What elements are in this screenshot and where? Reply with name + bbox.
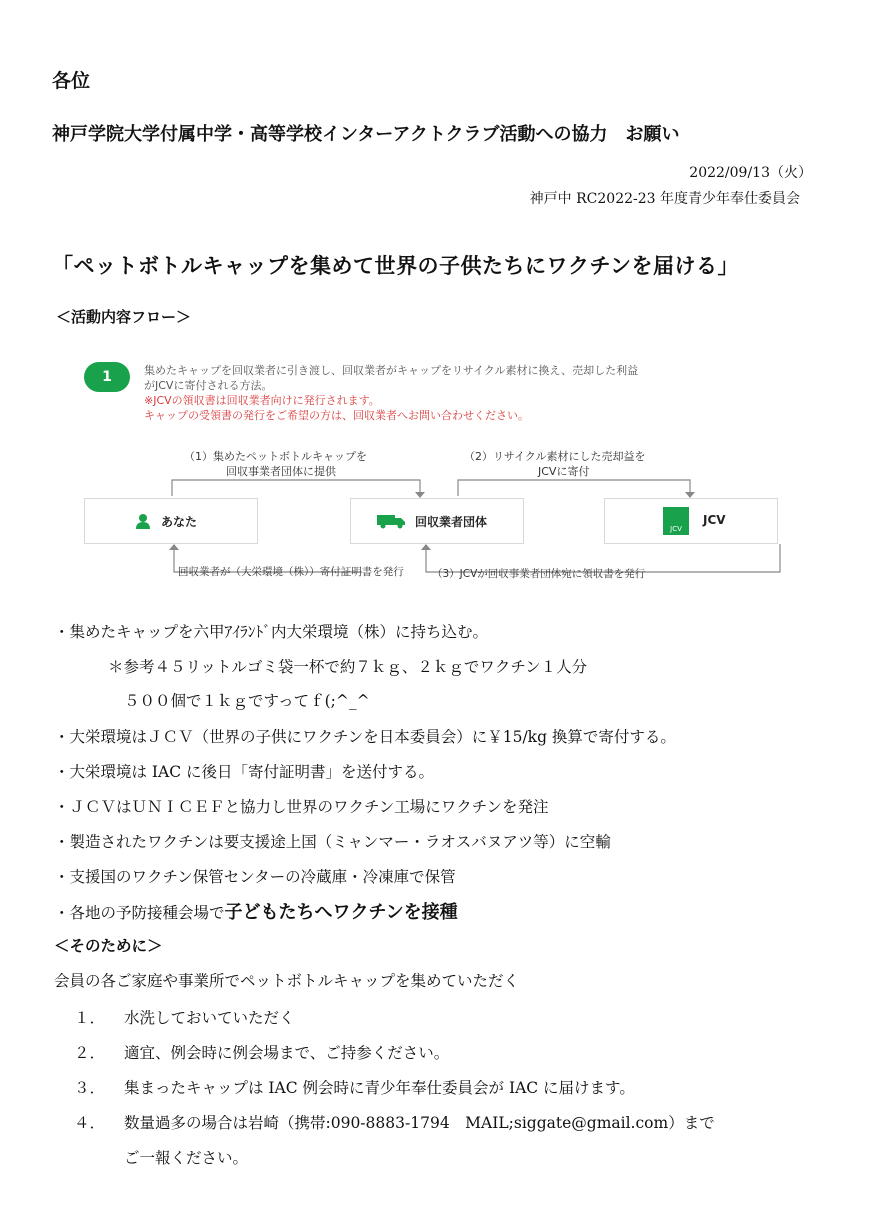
bullet-line: ・大栄環境はＪＣＶ（世界の子供にワクチンを日本委員会）に￥15/kg 換算で寄付する。: [54, 728, 676, 746]
arrowhead-4: [169, 544, 179, 550]
bullet-line: ・製造されたワクチンは要支援途上国（ミャンマー・ラオスバヌアツ等）に空輸: [54, 833, 611, 851]
arrow-1: [172, 480, 420, 496]
diagram-note-red1: ※JCVの領収書は回収業者向けに発行されます。: [144, 394, 380, 407]
arrow-2: [458, 480, 690, 496]
step-badge: 1: [84, 362, 130, 392]
flow-caption-1-line2: 回収事業者団体に提供: [226, 465, 336, 478]
activity-flow-diagram: [80, 350, 800, 590]
list-item: 数量過多の場合は岩崎（携帯:090-8883-1794 MAIL;siggate@gmail.com）まで: [124, 1114, 715, 1132]
for-section-intro: 会員の各ご家庭や事業所でペットボトルキャップを集めていただく: [54, 972, 520, 990]
flow-caption-1-line1: （1）集めたペットボトルキャップを: [184, 450, 367, 463]
jcv-logo-icon: JCV: [663, 507, 689, 535]
list-item-number: ３．: [74, 1079, 106, 1097]
box-you-label: あなた: [161, 515, 198, 529]
list-item-number: １．: [74, 1009, 106, 1027]
bullet-line: ５００個で１ｋｇですってｆ(;^_^: [124, 692, 370, 710]
list-item-number: ４．: [74, 1114, 106, 1132]
slogan: 「ペットボトルキャップを集めて世界の子供たちにワクチンを届ける」: [52, 254, 739, 278]
issuing-organization: 神戸中 RC2022-23 年度青少年奉仕委員会: [529, 191, 800, 207]
bullet-final-emphasis: 子どもたちへワクチンを接種: [224, 902, 458, 923]
flow-caption-2-line2: JCVに寄付: [538, 465, 590, 478]
diagram-note-red2: キャップの受領書の発行をご希望の方は、回収業者へお問い合わせください。: [144, 409, 529, 422]
list-item: 水洗しておいていただく: [124, 1009, 295, 1027]
flow-connectors: [80, 350, 800, 590]
bullet-line: ・大栄環境は IAC に後日「寄付証明書」を送付する。: [54, 763, 435, 781]
diagram-note-line2: がJCVに寄付される方法。: [144, 379, 273, 392]
box-collector: [350, 498, 524, 544]
bullet-final-prefix: ・各地の予防接種会場で: [54, 904, 225, 922]
flow-heading: ＜活動内容フロー＞: [56, 308, 192, 326]
bullet-line: ・支援国のワクチン保管センターの冷蔵庫・冷凍庫で保管: [54, 868, 456, 886]
list-item: 集まったキャップは IAC 例会時に青少年奉仕委員会が IAC に届けます。: [124, 1079, 635, 1097]
diagram-note-line1: 集めたキャップを回収業者に引き渡し、回収業者がキャップをリサイクル素材に換え、売却した利益: [144, 364, 639, 377]
for-section-heading: ＜そのために＞: [54, 937, 163, 955]
bullet-line-final: [54, 898, 458, 924]
box-jcv: [604, 498, 778, 544]
flow-caption-3: （3）JCVが回収事業者団体宛に領収書を発行: [432, 568, 646, 580]
bullet-line: ・ＪＣＶはＵＮＩＣＥＦと協力し世界のワクチン工場にワクチンを発注: [54, 798, 549, 816]
list-item: 適宜、例会時に例会場まで、ご持参ください。: [124, 1044, 450, 1062]
bullet-line: ＊参考４５リットルゴミ袋一杯で約７ｋｇ、２ｋｇでワクチン１人分: [108, 658, 588, 676]
document-title: 神戸学院大学付属中学・高等学校インターアクトクラブ活動への協力 お願い: [52, 124, 680, 145]
list-item-continuation: ご一報ください。: [124, 1149, 249, 1167]
arrowhead-3: [421, 544, 431, 550]
box-you: [84, 498, 258, 544]
person-icon: [135, 513, 151, 529]
document-date: 2022/09/13（火）: [689, 165, 812, 181]
salutation: 各位: [52, 70, 91, 92]
box-collector-label: 回収業者団体: [415, 515, 488, 529]
flow-caption-receipt-certificate: 回収業者が（大栄環境（株））寄付証明書を発行: [178, 566, 404, 578]
box-jcv-label: JCV: [703, 513, 726, 527]
truck-icon: [377, 513, 407, 529]
flow-caption-2-line1: （2）リサイクル素材にした売却益を: [464, 450, 646, 463]
list-item-number: ２．: [74, 1044, 106, 1062]
bullet-line: ・集めたキャップを六甲ｱｲﾗﾝﾄﾞ内大栄環境（株）に持ち込む。: [54, 623, 489, 641]
